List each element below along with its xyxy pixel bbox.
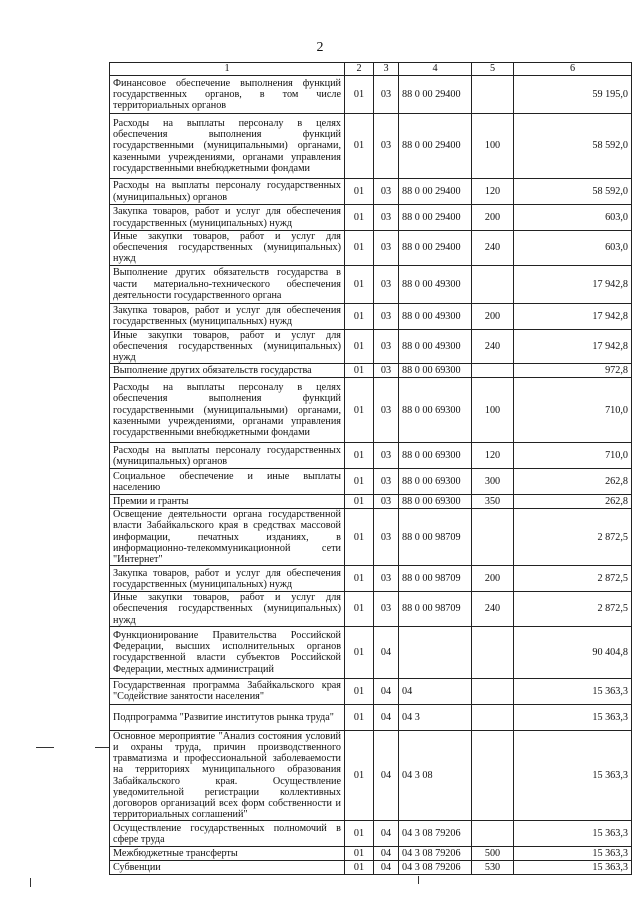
table-row bbox=[110, 566, 632, 592]
row-sum: 2 872,5 bbox=[514, 566, 632, 592]
row-subsection: 03 bbox=[374, 378, 399, 443]
row-expense-type: 500 bbox=[472, 847, 514, 861]
row-expense-type: 120 bbox=[472, 179, 514, 205]
row-section: 01 bbox=[345, 592, 374, 627]
column-header: 1 bbox=[110, 63, 345, 76]
scan-mark bbox=[418, 876, 419, 884]
row-name: Государственная программа Забайкальского края "Содействие занятости населения" bbox=[110, 678, 345, 704]
row-name: Расходы на выплаты персоналу государственных (муниципальных) органов bbox=[110, 179, 345, 205]
column-header: 2 bbox=[345, 63, 374, 76]
row-name: Закупка товаров, работ и услуг для обеспечения государственных (муниципальных) нужд bbox=[110, 205, 345, 231]
scan-mark bbox=[36, 747, 54, 748]
row-target-article: 88 0 00 29400 bbox=[399, 205, 472, 231]
row-name: Закупка товаров, работ и услуг для обеспечения государственных (муниципальных) нужд bbox=[110, 566, 345, 592]
row-expense-type bbox=[472, 704, 514, 730]
column-header: 3 bbox=[374, 63, 399, 76]
row-expense-type: 240 bbox=[472, 231, 514, 266]
row-name: Расходы на выплаты персоналу в целях обеспечения выполнения функций государственными (муниципальными) органами, казенными учреждениями, органами управления государственными внебюджетными фондами bbox=[110, 378, 345, 443]
row-section: 01 bbox=[345, 495, 374, 509]
row-section: 01 bbox=[345, 566, 374, 592]
row-target-article: 88 0 00 49300 bbox=[399, 265, 472, 303]
row-name: Подпрограмма "Развитие институтов рынка труда" bbox=[110, 704, 345, 730]
row-subsection: 03 bbox=[374, 265, 399, 303]
row-name: Иные закупки товаров, работ и услуг для обеспечения государственных (муниципальных) нужд bbox=[110, 231, 345, 266]
row-expense-type bbox=[472, 678, 514, 704]
row-name: Финансовое обеспечение выполнения функций государственных органов, в том числе территориальных органов bbox=[110, 76, 345, 114]
row-section: 01 bbox=[345, 730, 374, 821]
row-expense-type: 530 bbox=[472, 861, 514, 875]
row-name: Выполнение других обязательств государства bbox=[110, 364, 345, 378]
row-name: Освещение деятельности органа государственной власти Забайкальского края в средствах массовой информации, печатных изданиях, в информационно-телекоммуникационной сети "Интернет" bbox=[110, 509, 345, 566]
row-sum: 17 942,8 bbox=[514, 265, 632, 303]
row-section: 01 bbox=[345, 378, 374, 443]
table-row bbox=[110, 114, 632, 179]
row-sum: 58 592,0 bbox=[514, 179, 632, 205]
page-number: 2 bbox=[316, 40, 324, 55]
row-name: Расходы на выплаты персоналу в целях обеспечения выполнения функций государственными (муниципальными) органами, казенными учреждениями, органами управления государственными внебюджетными фондами bbox=[110, 114, 345, 179]
row-name: Выполнение других обязательств государства в части материально-технического обеспечения деятельности государственного органа bbox=[110, 265, 345, 303]
row-target-article: 88 0 00 98709 bbox=[399, 592, 472, 627]
table-row bbox=[110, 678, 632, 704]
row-expense-type: 100 bbox=[472, 114, 514, 179]
row-name: Межбюджетные трансферты bbox=[110, 847, 345, 861]
row-sum: 710,0 bbox=[514, 443, 632, 469]
row-sum: 58 592,0 bbox=[514, 114, 632, 179]
row-sum: 15 363,3 bbox=[514, 678, 632, 704]
row-name: Осуществление государственных полномочий в сфере труда bbox=[110, 821, 345, 847]
row-expense-type: 350 bbox=[472, 495, 514, 509]
row-subsection: 03 bbox=[374, 443, 399, 469]
row-sum: 15 363,3 bbox=[514, 861, 632, 875]
row-subsection: 03 bbox=[374, 303, 399, 329]
table-row bbox=[110, 364, 632, 378]
row-expense-type bbox=[472, 76, 514, 114]
row-section: 01 bbox=[345, 179, 374, 205]
row-target-article: 04 3 08 79206 bbox=[399, 821, 472, 847]
row-expense-type: 100 bbox=[472, 378, 514, 443]
row-section: 01 bbox=[345, 861, 374, 875]
row-name: Премии и гранты bbox=[110, 495, 345, 509]
row-subsection: 04 bbox=[374, 821, 399, 847]
row-subsection: 03 bbox=[374, 231, 399, 266]
row-sum: 15 363,3 bbox=[514, 730, 632, 821]
row-subsection: 04 bbox=[374, 704, 399, 730]
row-subsection: 04 bbox=[374, 861, 399, 875]
row-name: Функционирование Правительства Российской Федерации, высших исполнительных органов государственной власти субъектов Российской Федерации, местных администраций bbox=[110, 626, 345, 678]
table-row bbox=[110, 495, 632, 509]
row-target-article: 88 0 00 29400 bbox=[399, 114, 472, 179]
table-row bbox=[110, 469, 632, 495]
row-sum: 603,0 bbox=[514, 205, 632, 231]
row-name: Закупка товаров, работ и услуг для обеспечения государственных (муниципальных) нужд bbox=[110, 303, 345, 329]
row-target-article: 04 3 08 79206 bbox=[399, 847, 472, 861]
row-expense-type: 200 bbox=[472, 566, 514, 592]
row-name: Иные закупки товаров, работ и услуг для обеспечения государственных (муниципальных) нужд bbox=[110, 329, 345, 364]
row-section: 01 bbox=[345, 847, 374, 861]
table-row bbox=[110, 443, 632, 469]
row-section: 01 bbox=[345, 364, 374, 378]
row-target-article: 88 0 00 69300 bbox=[399, 495, 472, 509]
table-row bbox=[110, 205, 632, 231]
row-name: Иные закупки товаров, работ и услуг для обеспечения государственных (муниципальных) нужд bbox=[110, 592, 345, 627]
row-target-article bbox=[399, 626, 472, 678]
row-name: Социальное обеспечение и иные выплаты населению bbox=[110, 469, 345, 495]
row-target-article: 88 0 00 29400 bbox=[399, 76, 472, 114]
row-section: 01 bbox=[345, 265, 374, 303]
row-name: Расходы на выплаты персоналу государственных (муниципальных) органов bbox=[110, 443, 345, 469]
row-expense-type bbox=[472, 821, 514, 847]
row-sum: 603,0 bbox=[514, 231, 632, 266]
row-expense-type bbox=[472, 730, 514, 821]
table-row bbox=[110, 231, 632, 266]
row-subsection: 04 bbox=[374, 730, 399, 821]
row-section: 01 bbox=[345, 678, 374, 704]
row-section: 01 bbox=[345, 509, 374, 566]
row-section: 01 bbox=[345, 443, 374, 469]
row-section: 01 bbox=[345, 704, 374, 730]
header-row bbox=[110, 63, 632, 76]
row-subsection: 03 bbox=[374, 592, 399, 627]
row-section: 01 bbox=[345, 469, 374, 495]
row-section: 01 bbox=[345, 114, 374, 179]
row-subsection: 03 bbox=[374, 495, 399, 509]
table-row bbox=[110, 303, 632, 329]
row-subsection: 03 bbox=[374, 469, 399, 495]
row-sum: 262,8 bbox=[514, 495, 632, 509]
row-sum: 262,8 bbox=[514, 469, 632, 495]
row-target-article: 04 bbox=[399, 678, 472, 704]
row-subsection: 03 bbox=[374, 364, 399, 378]
row-sum: 90 404,8 bbox=[514, 626, 632, 678]
table-row bbox=[110, 704, 632, 730]
row-expense-type: 200 bbox=[472, 303, 514, 329]
scan-mark bbox=[30, 878, 31, 887]
row-section: 01 bbox=[345, 205, 374, 231]
row-subsection: 04 bbox=[374, 626, 399, 678]
row-expense-type: 200 bbox=[472, 205, 514, 231]
row-target-article: 88 0 00 29400 bbox=[399, 179, 472, 205]
row-section: 01 bbox=[345, 821, 374, 847]
row-section: 01 bbox=[345, 329, 374, 364]
row-target-article: 04 3 bbox=[399, 704, 472, 730]
row-target-article: 88 0 00 69300 bbox=[399, 469, 472, 495]
row-name: Основное мероприятие "Анализ состояния условий и охраны труда, причин производственного травматизма и профессиональной заболеваемости на территориях муниципального образования Забайкальского края. Осуществление уведомительной регистрации коллективных договоров организаций всех форм собственности и территориальных соглашений" bbox=[110, 730, 345, 821]
table-row bbox=[110, 179, 632, 205]
table-row bbox=[110, 329, 632, 364]
table-row bbox=[110, 509, 632, 566]
table-row bbox=[110, 592, 632, 627]
row-target-article: 88 0 00 69300 bbox=[399, 378, 472, 443]
column-header: 6 bbox=[514, 63, 632, 76]
row-sum: 2 872,5 bbox=[514, 509, 632, 566]
row-target-article: 88 0 00 69300 bbox=[399, 364, 472, 378]
row-target-article: 88 0 00 98709 bbox=[399, 566, 472, 592]
budget-table bbox=[109, 62, 632, 875]
row-target-article: 88 0 00 98709 bbox=[399, 509, 472, 566]
row-expense-type bbox=[472, 509, 514, 566]
row-expense-type: 300 bbox=[472, 469, 514, 495]
row-target-article: 88 0 00 49300 bbox=[399, 329, 472, 364]
row-expense-type: 240 bbox=[472, 329, 514, 364]
table-row bbox=[110, 730, 632, 821]
table-row bbox=[110, 265, 632, 303]
row-expense-type: 240 bbox=[472, 592, 514, 627]
table-row bbox=[110, 626, 632, 678]
row-expense-type bbox=[472, 265, 514, 303]
row-section: 01 bbox=[345, 303, 374, 329]
row-sum: 15 363,3 bbox=[514, 847, 632, 861]
column-header: 5 bbox=[472, 63, 514, 76]
row-sum: 972,8 bbox=[514, 364, 632, 378]
column-header: 4 bbox=[399, 63, 472, 76]
row-subsection: 04 bbox=[374, 847, 399, 861]
row-sum: 59 195,0 bbox=[514, 76, 632, 114]
row-subsection: 03 bbox=[374, 509, 399, 566]
table-row bbox=[110, 378, 632, 443]
table-row bbox=[110, 821, 632, 847]
row-section: 01 bbox=[345, 76, 374, 114]
row-target-article: 04 3 08 bbox=[399, 730, 472, 821]
row-subsection: 03 bbox=[374, 179, 399, 205]
row-subsection: 03 bbox=[374, 329, 399, 364]
row-target-article: 88 0 00 49300 bbox=[399, 303, 472, 329]
row-subsection: 03 bbox=[374, 76, 399, 114]
row-target-article: 88 0 00 69300 bbox=[399, 443, 472, 469]
row-target-article: 88 0 00 29400 bbox=[399, 231, 472, 266]
row-expense-type bbox=[472, 626, 514, 678]
row-subsection: 03 bbox=[374, 114, 399, 179]
row-sum: 710,0 bbox=[514, 378, 632, 443]
row-sum: 17 942,8 bbox=[514, 303, 632, 329]
row-sum: 15 363,3 bbox=[514, 821, 632, 847]
row-section: 01 bbox=[345, 626, 374, 678]
row-sum: 2 872,5 bbox=[514, 592, 632, 627]
row-subsection: 04 bbox=[374, 678, 399, 704]
row-target-article: 04 3 08 79206 bbox=[399, 861, 472, 875]
table-row bbox=[110, 76, 632, 114]
row-expense-type: 120 bbox=[472, 443, 514, 469]
row-sum: 17 942,8 bbox=[514, 329, 632, 364]
table-row bbox=[110, 847, 632, 861]
row-section: 01 bbox=[345, 231, 374, 266]
row-name: Субвенции bbox=[110, 861, 345, 875]
row-subsection: 03 bbox=[374, 205, 399, 231]
row-expense-type bbox=[472, 364, 514, 378]
row-subsection: 03 bbox=[374, 566, 399, 592]
table-row bbox=[110, 861, 632, 875]
row-sum: 15 363,3 bbox=[514, 704, 632, 730]
scan-mark bbox=[95, 747, 109, 748]
